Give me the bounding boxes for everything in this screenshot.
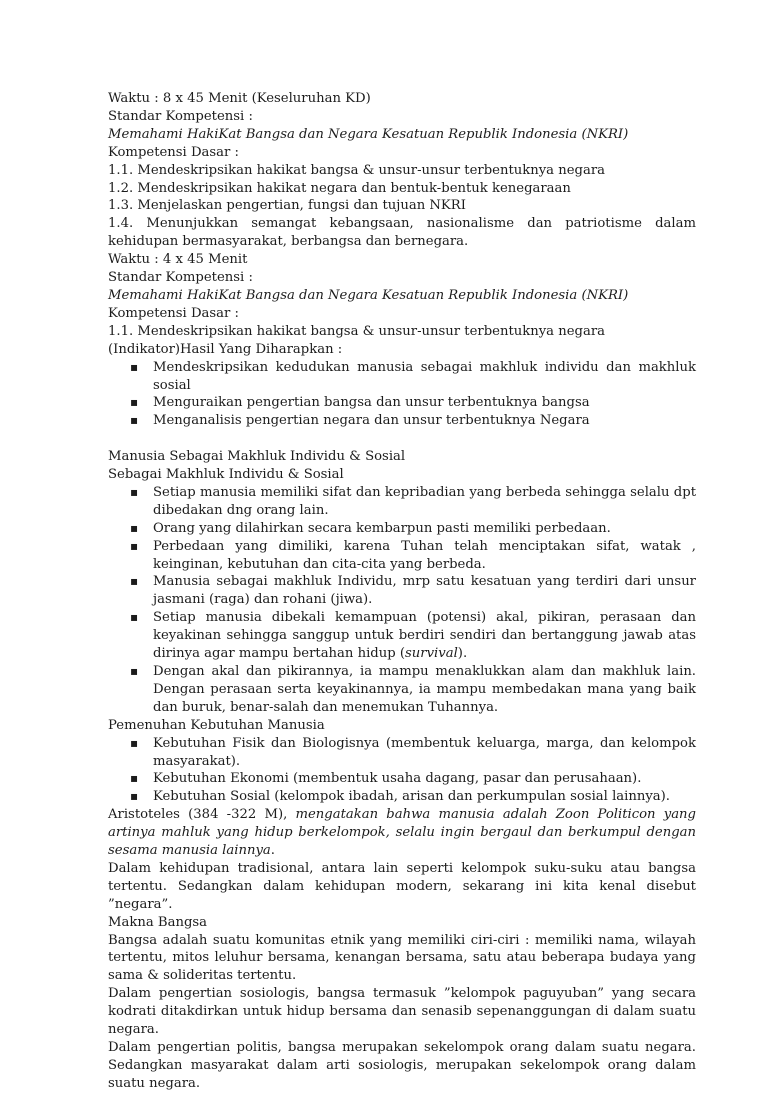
aristoteles-end: .	[270, 843, 275, 859]
list-item: ▪ Manusia sebagai makhluk Individu, mrp satu kesatuan yang terdiri dari unsur jasmani (raga) dan rohani (jiwa).	[153, 573, 696, 609]
kd-item: 1.1. Mendeskripsikan hakikat bangsa & unsur-unsur terbentuknya negara	[108, 323, 605, 339]
list-item: ▪ Kebutuhan Sosial (kelompok ibadah, arisan dan perkumpulan sosial lainnya).	[153, 788, 696, 806]
aristoteles-paragraph	[108, 806, 696, 860]
section-heading-manusia: Manusia Sebagai Makhluk Individu & Sosial	[108, 449, 406, 465]
list-item: ▪ Dengan akal dan pikirannya, ia mampu menaklukkan alam dan makhluk lain. Dengan perasaan serta keyakinannya, ia mampu membedakan mana yang baik dan buruk, benar-salah dan menemukan Tuhannya.	[153, 663, 696, 717]
list-item	[153, 609, 696, 663]
standar-kompetensi-label-2: Standar Kompetensi :	[108, 270, 253, 286]
b5-end: ).	[457, 646, 468, 662]
kehidupan-paragraph: Dalam kehidupan tradisional, antara lain seperti kelompok suku-suku atau bangsa tertentu. Sedangkan dalam kehidupan modern, sekarang ini kita kenal disebut ”negara”.	[108, 860, 696, 912]
kompetensi-dasar-label-1: Kompetensi Dasar :	[108, 144, 239, 160]
individu-list	[108, 484, 696, 717]
waktu-line-2: Waktu : 4 x 45 Menit	[108, 252, 248, 268]
kd-item: 1.2. Mendeskripsikan hakikat negara dan bentuk-bentuk kenegaraan	[108, 180, 571, 196]
aristoteles-quote: mengatakan bahwa manusia adalah Zoon Politicon yang artinya mahluk yang hidup berkelompok, selalu ingin bergaul dan berkumpul dengan sesama manusia lainnya	[108, 807, 696, 859]
section-heading-individu: Sebagai Makhluk Individu & Sosial	[108, 467, 344, 483]
waktu-line-1: Waktu : 8 x 45 Menit (Keseluruhan KD)	[108, 91, 371, 106]
list-item: ▪ Kebutuhan Fisik dan Biologisnya (membentuk keluarga, marga, dan kelompok masyarakat).	[153, 735, 696, 771]
indikator-list	[108, 359, 696, 431]
list-item: ▪ Setiap manusia memiliki sifat dan kepribadian yang berbeda sehingga selalu dpt dibedakan dng orang lain.	[153, 484, 696, 520]
kd-item: 1.4. Menunjukkan semangat kebangsaan, nasionalisme dan patriotisme dalam kehidupan bermasyarakat, berbangsa dan bernegara.	[108, 216, 696, 250]
standar-kompetensi-text-2: Memahami HakiKat Bangsa dan Negara Kesatuan Republik Indonesia (NKRI)	[108, 287, 629, 303]
kebutuhan-list	[108, 735, 696, 807]
list-item: ▪ Menguraikan pengertian bangsa dan unsur terbentuknya bangsa	[153, 394, 696, 412]
b5-text: Setiap manusia dibekali kemampuan (potensi) akal, pikiran, perasaan dan keyakinan sehingga sanggup untuk berdiri sendiri dan bertanggung jawab atas dirinya agar mampu bertahan hidup (	[153, 610, 696, 662]
section-heading-kebutuhan: Pemenuhan Kebutuhan Manusia	[108, 717, 325, 733]
standar-kompetensi-text-1: Memahami HakiKat Bangsa dan Negara Kesatuan Republik Indonesia (NKRI)	[108, 126, 629, 142]
aristoteles-lead: Aristoteles (384 -322 M),	[108, 807, 296, 823]
kd-item: 1.3. Menjelaskan pengertian, fungsi dan tujuan NKRI	[108, 198, 466, 214]
bangsa-definition: Bangsa adalah suatu komunitas etnik yang memiliki ciri-ciri : memiliki nama, wilayah tertentu, mitos leluhur bersama, kenangan bersama, satu atau beberapa budaya yang sama & solideritas tertentu.	[108, 932, 696, 984]
section-spacer	[108, 430, 696, 448]
b5-italic: survival	[405, 646, 458, 662]
kd-item: 1.1. Mendeskripsikan hakikat bangsa & unsur-unsur terbentuknya negara	[108, 162, 605, 178]
list-item: ▪ Orang yang dilahirkan secara kembarpun pasti memiliki perbedaan.	[153, 520, 696, 538]
list-item: ▪ Menganalisis pengertian negara dan unsur terbentuknya Negara	[153, 412, 696, 430]
kompetensi-dasar-label-2: Kompetensi Dasar :	[108, 305, 239, 321]
sosiologis-paragraph: Dalam pengertian sosiologis, bangsa termasuk ”kelompok paguyuban” yang secara kodrati ditakdirkan untuk hidup bersama dan senasib sepenanggungan di dalam suatu negara.	[108, 986, 696, 1038]
standar-kompetensi-label-1: Standar Kompetensi :	[108, 108, 253, 124]
section-heading-makna: Makna Bangsa	[108, 914, 208, 930]
indikator-label: (Indikator)Hasil Yang Diharapkan :	[108, 341, 343, 357]
politis-paragraph: Dalam pengertian politis, bangsa merupakan sekelompok orang dalam suatu negara. Sedangkan masyarakat dalam arti sosiologis, merupakan sekelompok orang dalam suatu negara.	[108, 1040, 696, 1091]
list-item: ▪ Kebutuhan Ekonomi (membentuk usaha dagang, pasar dan perusahaan).	[153, 770, 696, 788]
list-item: ▪ Mendeskripsikan kedudukan manusia sebagai makhluk individu dan makhluk sosial	[153, 359, 696, 395]
list-item: ▪ Perbedaan yang dimiliki, karena Tuhan telah menciptakan sifat, watak , keinginan, kebutuhan dan cita-cita yang berbeda.	[153, 538, 696, 574]
